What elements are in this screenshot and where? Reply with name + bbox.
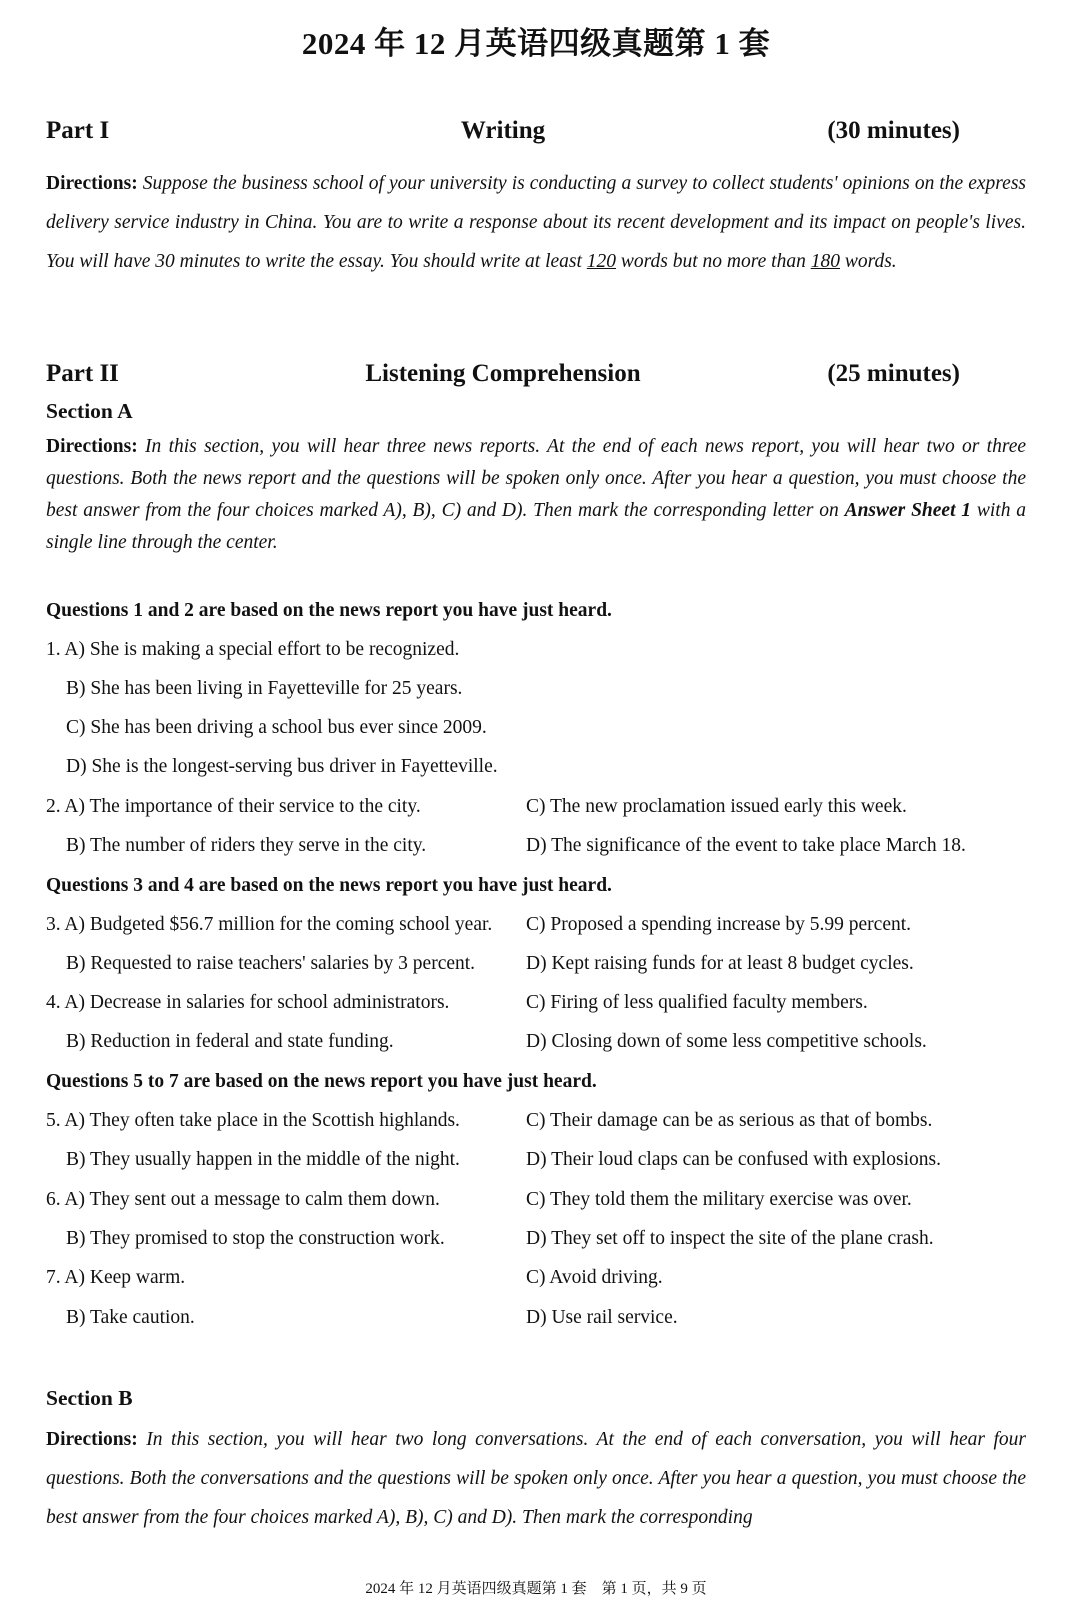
q6-option-a: 6. A) They sent out a message to calm them down. <box>46 1189 440 1210</box>
document-title: 2024 年 12 月英语四级真题第 1 套 <box>301 26 771 61</box>
part-1-label: Part I <box>46 117 110 144</box>
directions-label: Directions: <box>46 436 138 457</box>
q1-option-d: D) She is the longest-serving bus driver in Fayetteville. <box>66 756 498 777</box>
q5-option-d: D) Their loud claps can be confused with explosions. <box>526 1149 942 1170</box>
directions-label: Directions: <box>46 1429 138 1450</box>
q2-option-c: C) The new proclamation issued early this week. <box>526 796 907 817</box>
q4-option-c: C) Firing of less qualified faculty members. <box>526 992 868 1013</box>
min-words: 120 <box>586 251 617 272</box>
part-1-header <box>46 117 960 151</box>
q3-option-d: D) Kept raising funds for at least 8 budget cycles. <box>526 953 914 974</box>
section-b-title: Section B <box>46 1386 133 1410</box>
answer-sheet-ref: Answer Sheet 1 <box>844 500 972 521</box>
part-1-name: Writing <box>460 117 546 144</box>
directions-text: In this section, you will hear three news reports. At the end of each news report, you will hear two or three questions. Both the news report and the questions will be spoken only once. After you hear a question, you must choose the best answer from the four choices marked A), B), C) and D). Then mark the corresponding letter on Answer Sheet 1 with a single line through the center. <box>46 436 1027 553</box>
q6-option-d: D) They set off to inspect the site of the plane crash. <box>526 1228 934 1249</box>
q7-option-b: B) Take caution. <box>66 1307 195 1328</box>
part-2-label: Part II <box>46 360 119 387</box>
q1-option-a: 1. A) She is making a special effort to be recognized. <box>46 639 460 660</box>
q4-option-a: 4. A) Decrease in salaries for school administrators. <box>46 992 450 1013</box>
q7-option-a: 7. A) Keep warm. <box>46 1267 186 1288</box>
part-2-header <box>46 360 960 394</box>
q5-option-b: B) They usually happen in the middle of the night. <box>66 1149 460 1170</box>
q3-option-c: C) Proposed a spending increase by 5.99 percent. <box>526 914 912 935</box>
section-a-directions <box>46 431 1026 559</box>
part-1-time: (30 minutes) <box>827 117 960 144</box>
q3-option-b: B) Requested to raise teachers' salaries by 3 percent. <box>66 953 476 974</box>
q6-option-c: C) They told them the military exercise was over. <box>526 1189 912 1210</box>
q2-option-b: B) The number of riders they serve in the city. <box>66 835 427 856</box>
max-words: 180 <box>810 251 840 272</box>
q4-option-b: B) Reduction in federal and state funding. <box>66 1031 394 1052</box>
section-b-directions <box>46 1420 1026 1537</box>
part-1-directions <box>46 164 1026 281</box>
q3-option-a: 3. A) Budgeted $56.7 million for the coming school year. <box>46 914 493 935</box>
q5-option-a: 5. A) They often take place in the Scottish highlands. <box>46 1110 460 1131</box>
q5-option-c: C) Their damage can be as serious as that of bombs. <box>526 1110 933 1131</box>
q2-option-d: D) The significance of the event to take place March 18. <box>526 835 966 856</box>
directions-text: In this section, you will hear two long conversations. At the end of each conversation, you will hear four questions. Both the conversations and the questions will be spoken only once. After you hear a question, you must choose the best answer from the four choices marked A), B), C) and D). Then mark the corresponding <box>46 1429 1026 1528</box>
q2-option-a: 2. A) The importance of their service to the city. <box>46 796 421 817</box>
part-2-time: (25 minutes) <box>827 360 960 387</box>
part-2-name: Listening Comprehension <box>365 360 641 387</box>
directions-label: Directions: <box>46 173 138 194</box>
q1-option-b: B) She has been living in Fayetteville for 25 years. <box>66 678 463 699</box>
question-group-heading: Questions 1 and 2 are based on the news report you have just heard. <box>46 600 612 621</box>
q7-option-c: C) Avoid driving. <box>526 1267 663 1288</box>
q1-option-c: C) She has been driving a school bus ever since 2009. <box>66 717 487 738</box>
question-group-heading: Questions 3 and 4 are based on the news report you have just heard. <box>46 875 612 896</box>
directions-text: Suppose the business school of your university is conducting a survey to collect students' opinions on the express delivery service industry in China. You are to write a response about its recent development and its impact on people's lives. You will have 30 minutes to write the essay. You should write at least 120 words but no more than 180 words. <box>46 173 1027 272</box>
section-a-title: Section A <box>46 399 133 423</box>
q7-option-d: D) Use rail service. <box>526 1307 678 1328</box>
page-footer: 2024 年 12 月英语四级真题第 1 套 第 1 页，共 9 页 <box>365 1581 707 1597</box>
q4-option-d: D) Closing down of some less competitive schools. <box>526 1031 927 1052</box>
q6-option-b: B) They promised to stop the construction work. <box>66 1228 445 1249</box>
question-group-heading: Questions 5 to 7 are based on the news report you have just heard. <box>46 1071 597 1092</box>
